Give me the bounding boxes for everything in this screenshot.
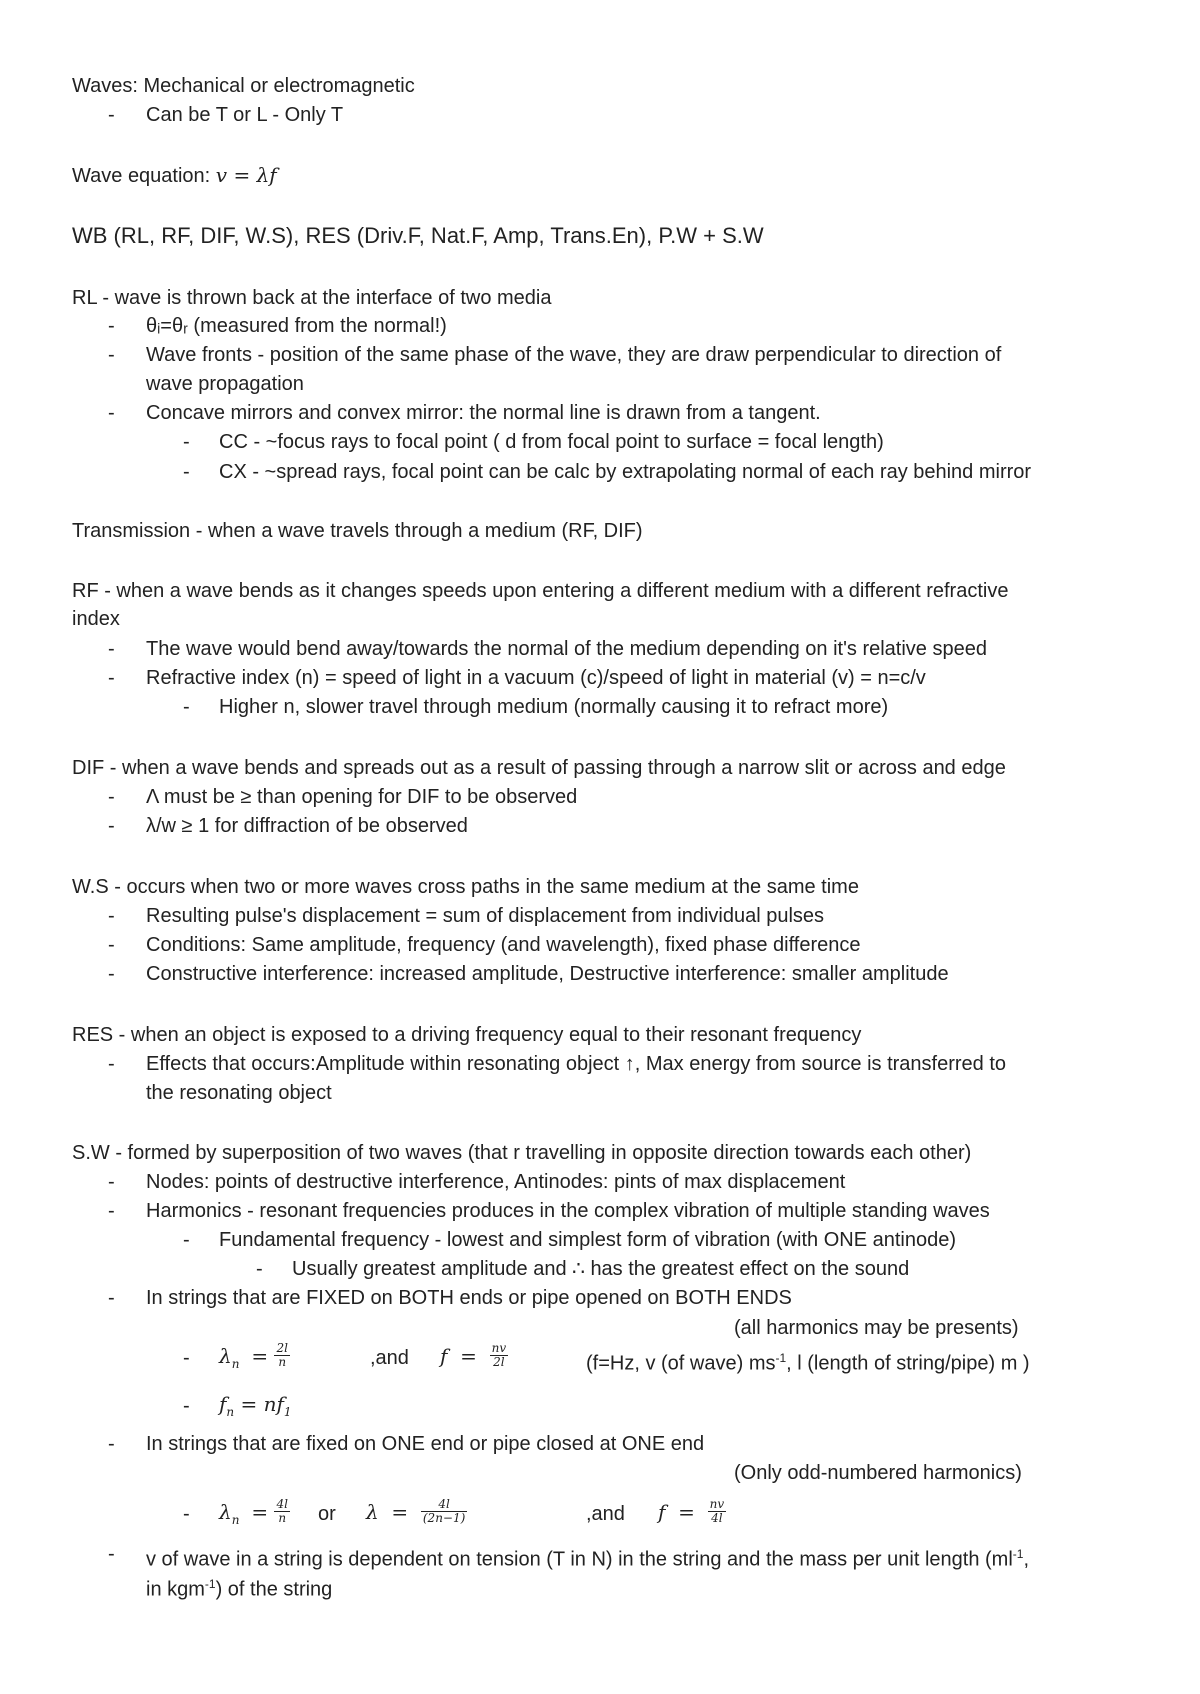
formula-lambda-odd: λ = $\frac{4l}{(2n-1)}$ bbox=[366, 1497, 466, 1526]
transmission-line: Transmission - when a wave travels through a medium (RF, DIF) bbox=[72, 520, 643, 542]
formula-and-1: ,and bbox=[370, 1347, 409, 1369]
sw-note-odd-harmonics: (Only odd-numbered harmonics) bbox=[734, 1462, 1022, 1484]
rl-bullet-wavefronts: Wave fronts - position of the same phase of the wave, they are draw perpendicular to direction of bbox=[146, 344, 1002, 366]
formula-and-2: ,and bbox=[586, 1503, 625, 1525]
rf-bullet-bend: The wave would bend away/towards the normal of the medium depending on it's relative speed bbox=[146, 638, 987, 660]
sw-bullet-one-end: In strings that are fixed on ONE end or pipe closed at ONE end bbox=[146, 1433, 705, 1455]
rf-bullet-higher-n: Higher n, slower travel through medium (normally causing it to refract more) bbox=[219, 696, 889, 718]
ws-bullet-displacement: Resulting pulse's displacement = sum of displacement from individual pulses bbox=[146, 905, 825, 927]
bullet-dash: - bbox=[108, 786, 115, 808]
ws-bullet-interference: Constructive interference: increased amplitude, Destructive interference: smaller amplitude bbox=[146, 963, 949, 985]
bullet-dash: - bbox=[183, 461, 190, 483]
rl-bullet-angles: θᵢ=θᵣ (measured from the normal!) bbox=[146, 315, 447, 337]
rf-heading-cont: index bbox=[72, 608, 120, 630]
bullet-dash: - bbox=[108, 934, 115, 956]
sw-bullet-harmonics: Harmonics - resonant frequencies produces in the complex vibration of multiple standing waves bbox=[146, 1200, 990, 1222]
formula-lambda-one: $\lambda_n$ = $\frac{4l}{n}$ bbox=[219, 1497, 288, 1527]
wave-equation-label: Wave equation: bbox=[72, 165, 216, 187]
sw-note-all-harmonics: (all harmonics may be presents) bbox=[734, 1317, 1019, 1339]
bullet-dash: - bbox=[108, 1200, 115, 1222]
summary-line: WB (RL, RF, DIF, W.S), RES (Driv.F, Nat.F, Amp, Trans.En), P.W + S.W bbox=[72, 223, 764, 248]
dif-bullet-opening: Λ must be ≥ than opening for DIF to be observed bbox=[146, 786, 578, 808]
sw-bullet-nodes: Nodes: points of destructive interference, Antinodes: pints of max displacement bbox=[146, 1171, 846, 1193]
bullet-dash: - bbox=[108, 315, 115, 337]
bullet-dash: - bbox=[108, 905, 115, 927]
formula-fn: $f_n = nf_1$ bbox=[219, 1392, 292, 1419]
sw-heading: S.W - formed by superposition of two waves (that r travelling in opposite direction towards each other) bbox=[72, 1142, 972, 1164]
bullet-dash: - bbox=[108, 1433, 115, 1455]
bullet-dash: - bbox=[183, 1347, 190, 1369]
rl-bullet-wavefronts-cont: wave propagation bbox=[146, 373, 304, 395]
rf-bullet-index: Refractive index (n) = speed of light in a vacuum (c)/speed of light in material (v) = n=c/v bbox=[146, 667, 926, 689]
dif-bullet-ratio: λ/w ≥ 1 for diffraction of be observed bbox=[146, 815, 468, 837]
bullet-dash: - bbox=[108, 963, 115, 985]
ws-heading: W.S - occurs when two or more waves cross paths in the same medium at the same time bbox=[72, 876, 859, 898]
res-bullet-effects-cont: the resonating object bbox=[146, 1082, 332, 1104]
bullet-dash: - bbox=[256, 1258, 263, 1280]
bullet-dash: - bbox=[108, 1171, 115, 1193]
formula-lambda-both: $\lambda_n$ = $\frac{2l}{n}$ bbox=[219, 1341, 288, 1371]
sw-bullet-tension-cont: in kgm$^{-1}$) of the string bbox=[146, 1577, 333, 1601]
dif-heading: DIF - when a wave bends and spreads out as a result of passing through a narrow slit or across and edge bbox=[72, 757, 1006, 779]
rl-bullet-cc: CC - ~focus rays to focal point ( d from focal point to surface = focal length) bbox=[219, 431, 884, 453]
formula-f-one: f = $\frac{nv}{4l}$ bbox=[658, 1497, 725, 1526]
bullet-dash: - bbox=[108, 667, 115, 689]
bullet-dash: - bbox=[183, 696, 190, 718]
ws-bullet-conditions: Conditions: Same amplitude, frequency (and wavelength), fixed phase difference bbox=[146, 934, 861, 956]
wave-equation-formula: v = λf bbox=[215, 163, 277, 187]
waves-title: Waves: Mechanical or electromagnetic bbox=[72, 75, 415, 97]
bullet-dash: - bbox=[108, 1543, 115, 1565]
bullet-dash: - bbox=[183, 1229, 190, 1251]
formula-f-both: f = $\frac{nv}{2l}$ bbox=[440, 1341, 507, 1370]
bullet-dash: - bbox=[183, 1395, 190, 1417]
sw-bullet-fundamental: Fundamental frequency - lowest and simplest form of vibration (with ONE antinode) bbox=[219, 1229, 957, 1251]
rl-bullet-cx: CX - ~spread rays, focal point can be calc by extrapolating normal of each ray behind mirror bbox=[219, 461, 1032, 483]
rf-heading: RF - when a wave bends as it changes speeds upon entering a different medium with a different refractive bbox=[72, 580, 1009, 602]
wave-equation bbox=[72, 163, 277, 188]
res-bullet-effects: Effects that occurs:Amplitude within resonating object ↑, Max energy from source is transferred to bbox=[146, 1053, 1007, 1075]
bullet-dash: - bbox=[108, 1053, 115, 1075]
formula-or: or bbox=[318, 1503, 336, 1525]
bullet-dash: - bbox=[108, 815, 115, 837]
rl-bullet-mirrors: Concave mirrors and convex mirror: the normal line is drawn from a tangent. bbox=[146, 402, 821, 424]
formula-units: (f=Hz, v (of wave) $ms^{-1}$, l (length of string/pipe) m ) bbox=[586, 1351, 1030, 1375]
bullet-dash: - bbox=[108, 638, 115, 660]
waves-sub: Can be T or L - Only T bbox=[146, 104, 344, 126]
bullet-dash: - bbox=[183, 1503, 190, 1525]
bullet-dash: - bbox=[183, 431, 190, 453]
sw-bullet-both-ends: In strings that are FIXED on BOTH ends or pipe opened on BOTH ENDS bbox=[146, 1287, 792, 1309]
bullet-dash: - bbox=[108, 104, 115, 126]
bullet-dash: - bbox=[108, 344, 115, 366]
rl-heading: RL - wave is thrown back at the interface of two media bbox=[72, 287, 552, 309]
res-heading: RES - when an object is exposed to a driving frequency equal to their resonant frequency bbox=[72, 1024, 862, 1046]
sw-bullet-greatest: Usually greatest amplitude and ∴ has the greatest effect on the sound bbox=[292, 1258, 910, 1280]
sw-bullet-tension: v of wave in a string is dependent on tension (T in N) in the string and the mass per unit length ($ml^{-1}$, bbox=[146, 1547, 1029, 1571]
bullet-dash: - bbox=[108, 1287, 115, 1309]
bullet-dash: - bbox=[108, 402, 115, 424]
